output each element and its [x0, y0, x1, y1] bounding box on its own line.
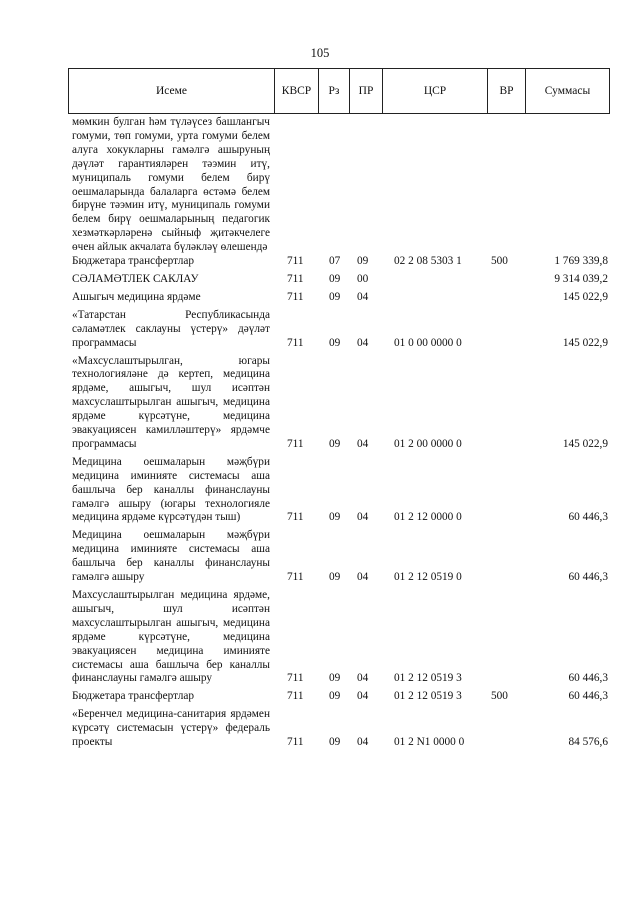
row-sum: 145 022,9 [562, 437, 608, 450]
row-sum: 1 769 339,8 [554, 255, 608, 268]
table-row [0, 529, 640, 585]
header-name: Исеме [69, 69, 275, 113]
row-pr: 04 [357, 672, 369, 685]
row-name: СӘЛАМӘТЛЕК САКЛАУ [72, 272, 199, 285]
row-name: Ашыгыч медицина ярдәме [72, 290, 201, 303]
row-rz: 09 [329, 571, 341, 584]
row-pr: 09 [357, 255, 369, 268]
table-row [0, 309, 640, 351]
row-vr: 500 [491, 690, 508, 703]
row-pr: 04 [357, 511, 369, 524]
row-csr: 01 0 00 0000 0 [394, 336, 462, 349]
row-pr: 04 [357, 437, 369, 450]
table-row [0, 355, 640, 452]
row-csr: 01 2 12 0519 3 [394, 690, 462, 703]
row-kvsr: 711 [287, 290, 304, 303]
row-rz: 09 [329, 690, 341, 703]
header-vr: ВР [488, 69, 526, 113]
row-rz: 07 [329, 255, 341, 268]
row-pr: 04 [357, 336, 369, 349]
row-rz: 09 [329, 511, 341, 524]
table-row [0, 273, 640, 287]
row-csr: 02 2 08 5303 1 [394, 255, 462, 268]
row-sum: 145 022,9 [562, 336, 608, 349]
row-name: Бюджетара трансфертлар [72, 255, 195, 268]
row-kvsr: 711 [287, 736, 304, 749]
row-pr: 04 [357, 290, 369, 303]
header-pr: ПР [350, 69, 383, 113]
table-row [0, 708, 640, 750]
row-rz: 09 [329, 272, 341, 285]
row-rz: 09 [329, 336, 341, 349]
row-sum: 145 022,9 [562, 290, 608, 303]
row-rz: 09 [329, 736, 341, 749]
row-csr: 01 2 12 0519 0 [394, 571, 462, 584]
row-rz: 09 [329, 672, 341, 685]
table-row [0, 456, 640, 526]
table-row [0, 255, 640, 269]
header-sum: Суммасы [544, 85, 591, 97]
table-header [68, 68, 610, 114]
row-sum: 60 446,3 [568, 690, 608, 703]
row-csr: 01 2 12 0000 0 [394, 511, 462, 524]
row-csr: 01 2 N1 0000 0 [394, 736, 465, 749]
row-kvsr: 711 [287, 255, 304, 268]
row-kvsr: 711 [287, 336, 304, 349]
row-csr: 01 2 00 0000 0 [394, 437, 462, 450]
row-sum: 84 576,6 [568, 736, 608, 749]
row-sum: 60 446,3 [568, 672, 608, 685]
row-name: Бюджетара трансфертлар [72, 690, 195, 703]
row-csr: 01 2 12 0519 3 [394, 672, 462, 685]
row-kvsr: 711 [287, 437, 304, 450]
header-kvsr: КВСР [275, 69, 319, 113]
row-sum: 60 446,3 [568, 571, 608, 584]
row-kvsr: 711 [287, 571, 304, 584]
row-kvsr: 711 [287, 672, 304, 685]
row-vr: 500 [491, 255, 508, 268]
row-sum: 60 446,3 [568, 511, 608, 524]
row-pr: 04 [357, 690, 369, 703]
row-name: Медицина оешмаларын мәҗбүри медицина иминияте системасы аша башлыча бер каналлы финанслауны гамәлгә ашыру [72, 529, 270, 584]
row-name: Медицина оешмаларын мәҗбүри медицина иминияте системасы аша башлыча бер каналлы финанслауны гамәлгә ашыру (югары технологияле медицина ярдәме күрсәтүдән тыш) [72, 455, 270, 524]
row-kvsr: 711 [287, 690, 304, 703]
table-row [0, 589, 640, 686]
header-rz: Рз [319, 69, 350, 113]
row-sum: 9 314 039,2 [554, 272, 608, 285]
row-name: мөмкин булган һәм түләүсез башлангыч гомуми, төп гомуми, урта гомуми белем алуга хокукларны гамәлгә ашыруның дәүләт гарантияләрен тәэмин итү, муниципаль гомуми белем бирү оешмаларында балаларга өстәмә белем бирүне тәэмин итү, муниципаль гомуми белем бирү оешмаларының педагогик хезмәткәрләренә сыйныф җитәкчелеге өчен айлык акчалата бүләкләү өлешендә [72, 116, 270, 254]
row-pr: 04 [357, 736, 369, 749]
row-pr: 04 [357, 571, 369, 584]
row-kvsr: 711 [287, 272, 304, 285]
row-name: «Беренчел медицина-санитария ярдәмен күрсәтү системасын үстерү» федераль проекты [72, 708, 270, 749]
table-row [0, 690, 640, 704]
row-rz: 09 [329, 437, 341, 450]
row-name: «Татарстан Республикасында сәламәтлек саклауны үстерү» дәүләт программасы [72, 308, 270, 349]
page-number: 105 [310, 46, 330, 60]
row-pr: 00 [357, 272, 369, 285]
row-kvsr: 711 [287, 511, 304, 524]
row-rz: 09 [329, 290, 341, 303]
table-body [0, 116, 640, 750]
table-row [0, 116, 640, 255]
header-csr: ЦСР [383, 69, 488, 113]
table-row [0, 291, 640, 305]
row-name: Махсуслаштырылган медицина ярдәме, ашыгыч, шул исәптән махсуслаштырылган ашыгыч, медицина ярдәме күрсәтүне, медицина эвакуациясен медицина иминияте системасы аша башлыча бер каналлы финанслауны гамәлгә ашыру [72, 589, 270, 685]
row-name: «Махсуслаштырылган, югары технологияләне дә кертеп, медицина ярдәме, ашыгыч, шул исәптән махсуслаштырылган ашыгыч, медицина ярдәме күрсәтүне, медицина эвакуациясен камилләштерү» ярдәмче программасы [72, 354, 270, 450]
